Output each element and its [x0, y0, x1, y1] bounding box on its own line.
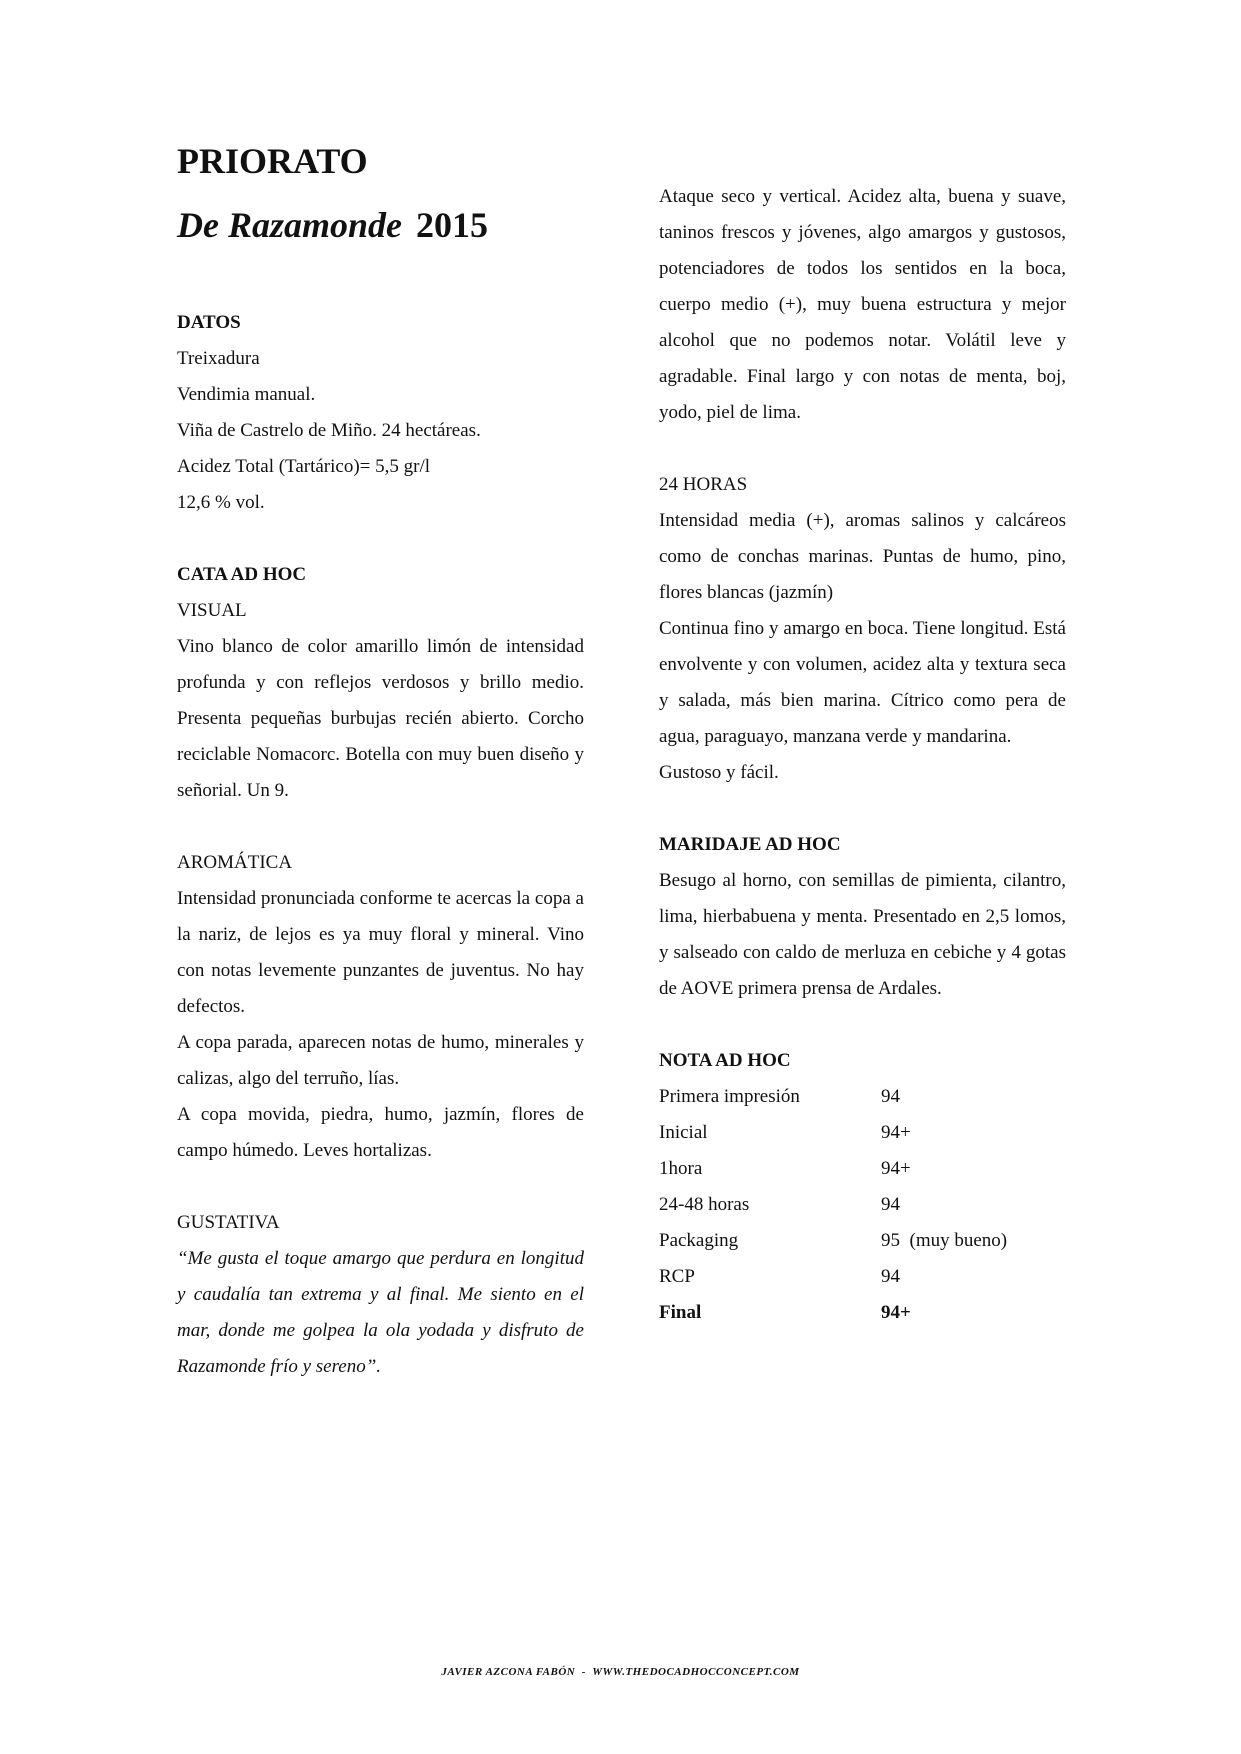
nota-heading: NOTA AD HOC [659, 1050, 791, 1071]
h24-heading: 24 HORAS [659, 474, 748, 495]
h24-paragraph: Gustoso y fácil. [659, 762, 779, 783]
datos-line: Viña de Castrelo de Miño. 24 hectáreas. [177, 420, 481, 441]
score-label: Final [659, 1302, 702, 1323]
score-row [659, 1259, 1007, 1295]
h24-paragraph: Continua fino y amargo en boca. Tiene longitud. Está envolvente y con volumen, acidez alta y textura seca y salada, más bien marina. Cítrico como pera de agua, paraguayo, manzana verde y mandarina. [659, 618, 1066, 747]
gustativa-heading: GUSTATIVA [177, 1212, 280, 1233]
score-value: 94 [881, 1266, 900, 1287]
score-label: Inicial [659, 1122, 708, 1143]
score-row [659, 1115, 1007, 1151]
score-value: 94 [881, 1194, 900, 1215]
score-label: Packaging [659, 1230, 739, 1251]
score-value: 94+ [881, 1302, 911, 1323]
wine-title [177, 203, 584, 247]
visual-text: Vino blanco de color amarillo limón de intensidad profunda y con reflejos verdosos y brillo medio. Presenta pequeñas burbujas recién abierto. Corcho reciclable Nomacorc. Botella con muy buen diseño y señorial. Un 9. [177, 636, 584, 801]
score-row [659, 1151, 1007, 1187]
h24-paragraph: Intensidad media (+), aromas salinos y calcáreos como de conchas marinas. Puntas de humo, pino, flores blancas (jazmín) [659, 510, 1066, 603]
datos-heading: DATOS [177, 312, 241, 333]
aromatica-paragraph: A copa movida, piedra, humo, jazmín, flores de campo húmedo. Leves hortalizas. [177, 1104, 584, 1161]
score-label: RCP [659, 1266, 695, 1287]
gustativa-quote: “Me gusta el toque amargo que perdura en longitud y caudalía tan extrema y al final. Me siento en el mar, donde me golpea la ola yodada y disfruto de Razamonde frío y sereno”. [177, 1248, 584, 1377]
score-value: 94+ [881, 1122, 911, 1143]
score-label: 24-48 horas [659, 1194, 750, 1215]
maridaje-text: Besugo al horno, con semillas de pimienta, cilantro, lima, hierbabuena y menta. Presentado en 2,5 lomos, y salseado con caldo de merluza en cebiche y 4 gotas de AOVE primera prensa de Ardales. [659, 870, 1066, 999]
vintage: 2015 [416, 205, 488, 245]
left-column [177, 139, 584, 1385]
score-label: Primera impresión [659, 1086, 800, 1107]
datos-line: Vendimia manual. [177, 384, 316, 405]
score-value: 94+ [881, 1158, 911, 1179]
datos-line: Acidez Total (Tartárico)= 5,5 gr/l [177, 456, 431, 477]
datos-line: 12,6 % vol. [177, 492, 265, 513]
cata-heading: CATA AD HOC [177, 564, 307, 585]
maridaje-heading: MARIDAJE AD HOC [659, 834, 841, 855]
score-table [659, 1079, 1007, 1331]
wine-name: De Razamonde [177, 205, 402, 245]
score-value: 95 (muy bueno) [881, 1230, 1008, 1251]
visual-heading: VISUAL [177, 600, 247, 621]
score-row [659, 1079, 1007, 1115]
aromatica-heading: AROMÁTICA [177, 852, 293, 873]
gustativa-text: Ataque seco y vertical. Acidez alta, buena y suave, taninos frescos y jóvenes, algo amargos y gustosos, potenciadores de todos los sentidos en la boca, cuerpo medio (+), muy buena estructura y mejor alcohol que no podemos notar. Volátil leve y agradable. Final largo y con notas de menta, boj, yodo, piel de lima. [659, 186, 1066, 423]
aromatica-paragraph: A copa parada, aparecen notas de humo, minerales y calizas, algo del terruño, lías. [177, 1032, 584, 1089]
score-label: 1hora [659, 1158, 703, 1179]
right-column [659, 179, 1066, 1331]
score-row-final [659, 1295, 1007, 1331]
page-footer: JAVIER AZCONA FABÓN - WWW.THEDOCADHOCCONCEPT.COM [441, 1666, 800, 1678]
score-row [659, 1187, 1007, 1223]
score-row [659, 1223, 1007, 1259]
score-value: 94 [881, 1086, 900, 1107]
datos-line: Treixadura [177, 348, 260, 369]
aromatica-paragraph: Intensidad pronunciada conforme te acercas la copa a la nariz, de lejos es ya muy floral y mineral. Vino con notas levemente punzantes de juventus. No hay defectos. [177, 888, 584, 1017]
page-title: PRIORATO [177, 141, 368, 181]
